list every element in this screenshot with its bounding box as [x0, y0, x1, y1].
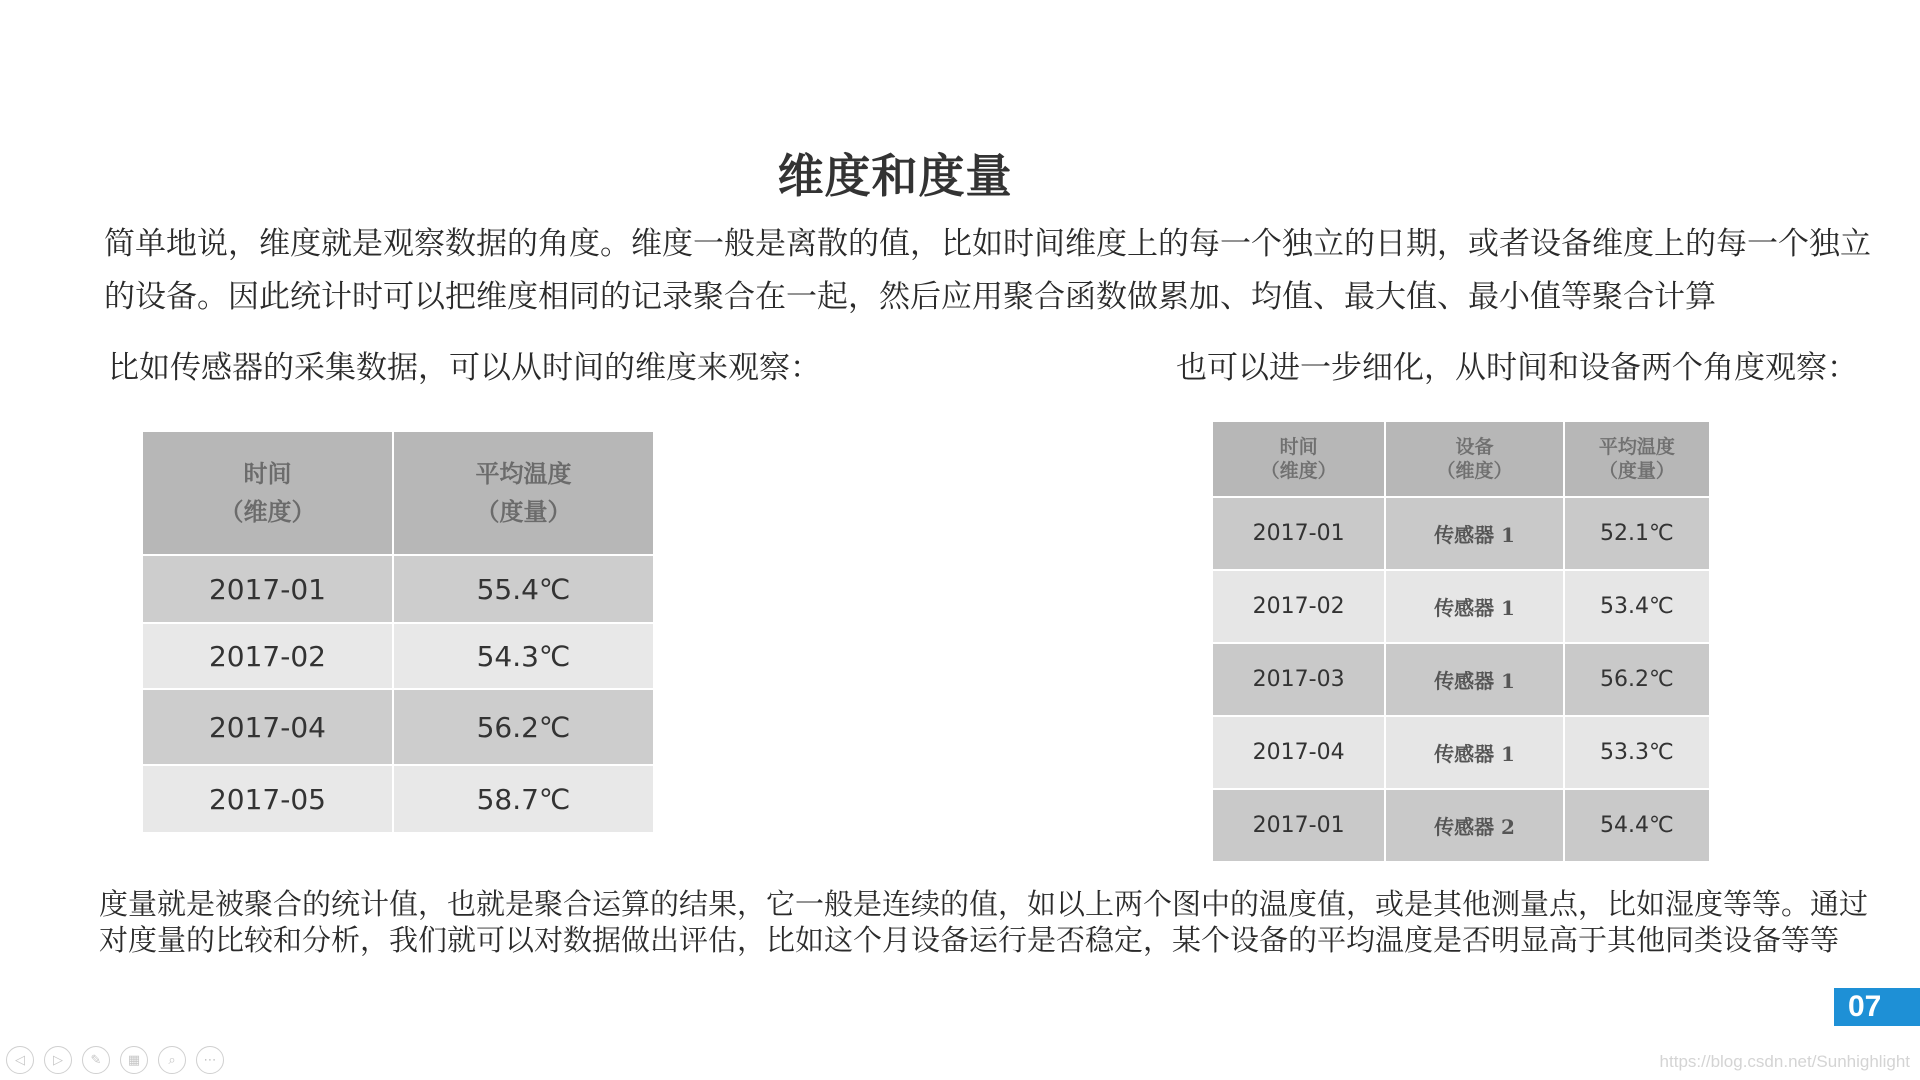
table-row — [1212, 643, 1710, 716]
time-dimension-table — [141, 430, 655, 834]
next-slide-icon[interactable]: ▷ — [44, 1046, 72, 1074]
intro-paragraph: 简单地说，维度就是观察数据的角度。维度一般是离散的值，比如时间维度上的每一个独立的日期，或者设备维度上的每一个独立的设备。因此统计时可以把维度相同的记录聚合在一起，然后应用聚合函数做累加、均值、最大值、最小值等聚合计算 — [104, 226, 1871, 315]
table-row — [1212, 789, 1710, 862]
table-header-cell — [1385, 421, 1563, 497]
time-cell: 2017-05 — [142, 765, 393, 833]
zoom-icon[interactable]: ⌕ — [158, 1046, 186, 1074]
time-cell: 2017-01 — [1212, 497, 1385, 570]
time-cell: 2017-03 — [1212, 643, 1385, 716]
table-row — [142, 689, 654, 765]
outro-paragraph: 度量就是被聚合的统计值，也就是聚合运算的结果，它一般是连续的值，如以上两个图中的温度值，或是其他测量点，比如湿度等等。通过对度量的比较和分析，我们就可以对数据做出评估，比如这个月设备运行是否稳定，某个设备的平均温度是否明显高于其他同类设备等等 — [99, 887, 1869, 957]
time-cell: 2017-01 — [1212, 789, 1385, 862]
time-cell: 2017-04 — [142, 689, 393, 765]
header-label: 时间 — [243, 459, 292, 488]
time-device-dimension-table — [1211, 420, 1711, 863]
temperature-cell: 56.2℃ — [393, 689, 654, 765]
header-sublabel: （维度） — [1260, 460, 1337, 482]
table-row — [1212, 497, 1710, 570]
temperature-cell: 56.2℃ — [1564, 643, 1710, 716]
table-header-cell — [1212, 421, 1385, 497]
header-label: 设备 — [1455, 436, 1494, 458]
temperature-cell: 53.3℃ — [1564, 716, 1710, 789]
table-header-cell — [1564, 421, 1710, 497]
more-icon[interactable]: ⋯ — [196, 1046, 224, 1074]
temperature-cell: 54.3℃ — [393, 623, 654, 689]
table-header-cell — [142, 431, 393, 555]
table-row — [1212, 716, 1710, 789]
header-label: 平均温度 — [1598, 436, 1675, 458]
header-sublabel: （维度） — [219, 497, 316, 526]
device-cell: 传感器 1 — [1385, 570, 1563, 643]
page-number-badge: 07 — [1834, 988, 1920, 1026]
temperature-cell: 54.4℃ — [1564, 789, 1710, 862]
previous-slide-icon[interactable]: ◁ — [6, 1046, 34, 1074]
device-cell: 传感器 2 — [1385, 789, 1563, 862]
time-cell: 2017-02 — [142, 623, 393, 689]
device-cell: 传感器 1 — [1385, 643, 1563, 716]
header-label: 时间 — [1279, 436, 1318, 458]
temperature-cell: 55.4℃ — [393, 555, 654, 623]
time-cell: 2017-04 — [1212, 716, 1385, 789]
temperature-cell: 58.7℃ — [393, 765, 654, 833]
caption-time-dimension: 比如传感器的采集数据，可以从时间的维度来观察： — [108, 350, 821, 386]
caption-time-device-dimension: 也可以进一步细化，从时间和设备两个角度观察： — [1176, 350, 1858, 386]
table-row — [142, 623, 654, 689]
pen-icon[interactable]: ✎ — [82, 1046, 110, 1074]
header-sublabel: （度量） — [1598, 460, 1675, 482]
header-sublabel: （度量） — [475, 497, 572, 526]
time-cell: 2017-02 — [1212, 570, 1385, 643]
table-row — [142, 555, 654, 623]
table-row — [1212, 570, 1710, 643]
time-cell: 2017-01 — [142, 555, 393, 623]
table-row — [142, 765, 654, 833]
presentation-toolbar — [6, 1046, 224, 1074]
temperature-cell: 53.4℃ — [1564, 570, 1710, 643]
table-header-cell — [393, 431, 654, 555]
watermark-text: https://blog.csdn.net/Sunhighlight — [1659, 1052, 1910, 1071]
temperature-cell: 52.1℃ — [1564, 497, 1710, 570]
header-sublabel: （维度） — [1436, 460, 1513, 482]
device-cell: 传感器 1 — [1385, 497, 1563, 570]
slides-grid-icon[interactable]: ▦ — [120, 1046, 148, 1074]
header-label: 平均温度 — [475, 459, 572, 488]
device-cell: 传感器 1 — [1385, 716, 1563, 789]
page-title: 维度和度量 — [777, 149, 1013, 203]
